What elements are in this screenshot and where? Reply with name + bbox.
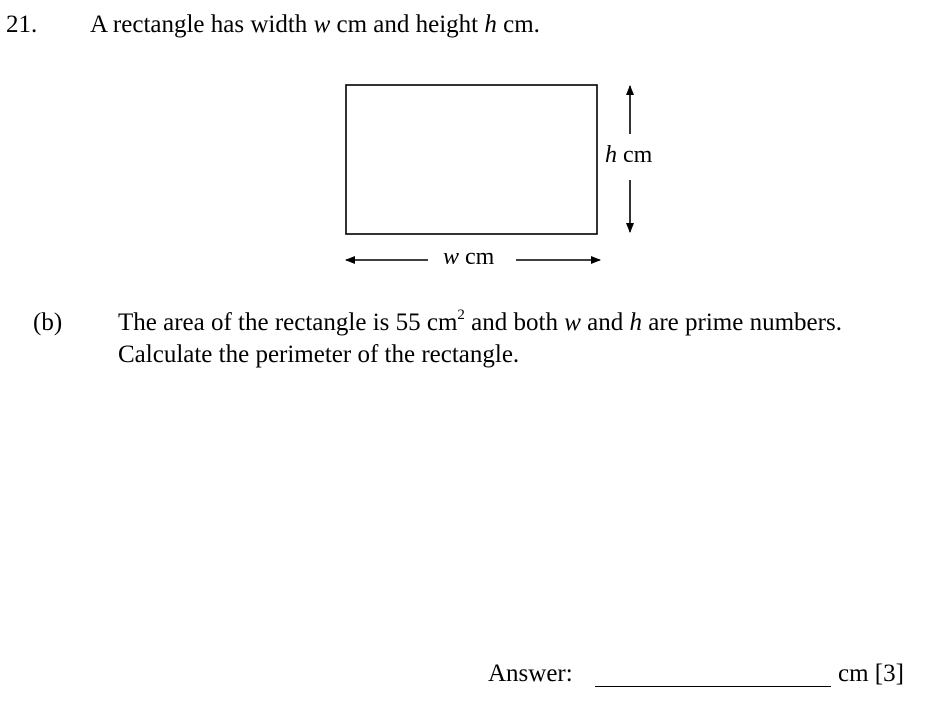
part-b-var-w: w [564, 309, 581, 336]
stem-text-3: cm. [496, 11, 540, 38]
width-label-var: w [443, 244, 460, 270]
part-b-label: (b) [33, 309, 63, 336]
part-b-text-2: and both [464, 309, 565, 336]
answer-unit: cm [838, 660, 869, 687]
part-b-text-1: The area of the rectangle is 55 cm [118, 309, 458, 336]
stem-text-1: A rectangle has width [90, 11, 314, 38]
answer-unit-marks [838, 661, 904, 686]
part-b-text-4: are prime numbers. [642, 309, 842, 336]
question-number: 21. [6, 11, 38, 38]
rectangle-shape [346, 85, 597, 234]
width-label-unit: cm [459, 244, 495, 270]
height-label [605, 143, 652, 167]
part-b-var-h: h [629, 309, 643, 336]
stem-text-2: cm and height [330, 11, 485, 38]
height-label-unit: cm [617, 142, 653, 168]
height-label-var: h [605, 142, 617, 168]
part-b-line-1 [118, 307, 842, 336]
part-b-line-2: Calculate the perimeter of the rectangle. [118, 341, 520, 368]
question-stem [90, 12, 540, 37]
rectangle-diagram [330, 70, 680, 280]
part-b-text-3: and [580, 309, 630, 336]
stem-var-h: h [484, 11, 497, 38]
marks-badge: [3] [874, 660, 904, 687]
width-label [443, 245, 494, 269]
answer-label: Answer: [488, 660, 573, 687]
stem-var-w: w [313, 11, 331, 38]
superscript-2: 2 [457, 307, 465, 323]
answer-line[interactable] [595, 686, 831, 687]
